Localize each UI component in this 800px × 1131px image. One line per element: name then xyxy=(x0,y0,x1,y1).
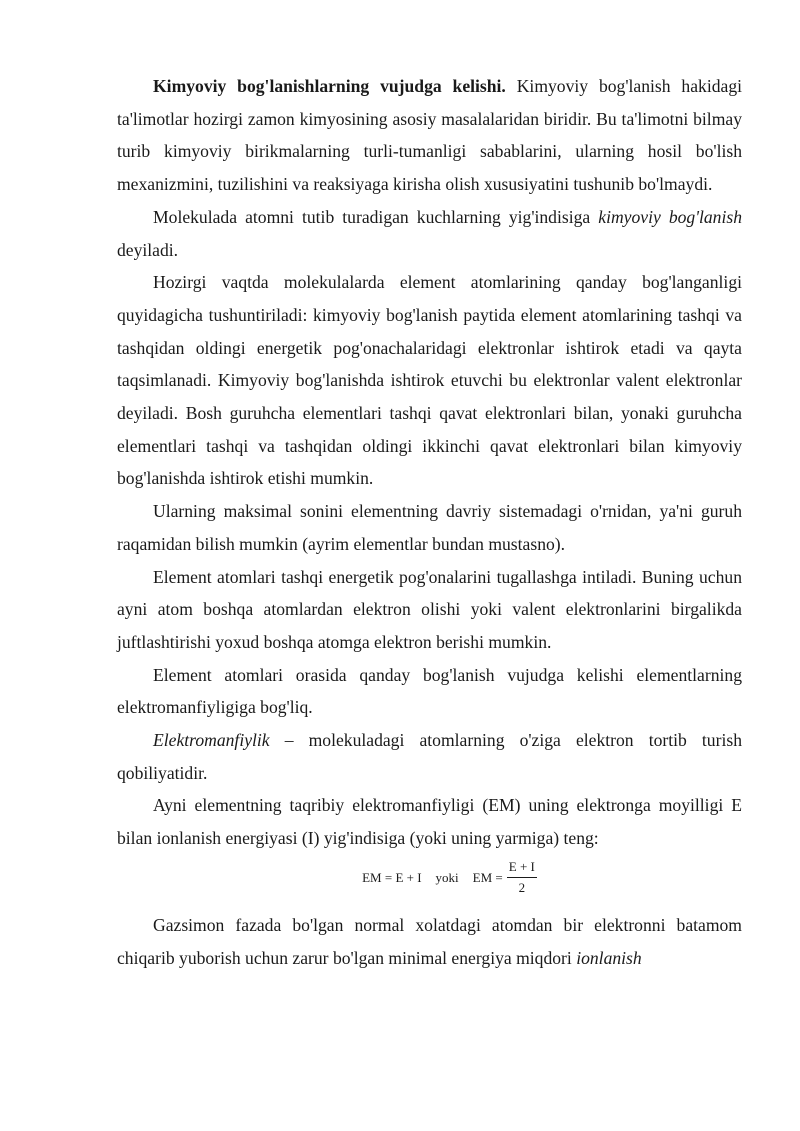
paragraph-intro xyxy=(117,70,742,201)
paragraph-text: Element atomlari tashqi energetik pog'onalarini tugallashga intiladi. Buning uchun ayni atom boshqa atomlardan elektron olishi yoki valent elektronlarini birgalikda juftlashtirishi yoxud boshqa atomga elektron berishi mumkin. xyxy=(117,566,742,652)
paragraph-maximum xyxy=(117,495,742,560)
term-ionization: ionlanish xyxy=(576,947,642,968)
em-formula xyxy=(117,855,742,901)
paragraph-text: – molekuladagi atomlarning o'ziga elektron tortib turish qobiliyatidir. xyxy=(117,730,742,783)
paragraph-electronegativity-definition xyxy=(117,724,742,789)
paragraph-text: Ularning maksimal sonini elementning davriy sistemadagi o'rnidan, ya'ni guruh raqamidan bilish mumkin (ayrim elementlar bundan mustasno). xyxy=(117,501,742,554)
paragraph-text: deyiladi. xyxy=(117,239,179,260)
term-chemical-bond: kimyoviy bog'lanish xyxy=(598,206,742,227)
paragraph-electronegativity-dependence xyxy=(117,659,742,724)
formula-sum: EM = E + I xyxy=(362,869,422,885)
formula-half-lhs: EM = xyxy=(472,869,503,885)
fraction-denominator: 2 xyxy=(518,880,526,896)
paragraph-text: Kimyoviy bog'lanish hakidagi ta'limotlar hozirgi zamon kimyosining asosiy masalalaridan biridir. Bu ta'limotni bilmay turib kimyoviy birikmalarning turli-tumanligi sabablarini, ularning hosil bo'lish mexanizmini, tuzilishini va reaksiyaga kirisha olish xususiyatini tushunib bo'lmaydi. xyxy=(117,76,742,195)
fraction-numerator: E + I xyxy=(507,859,537,878)
paragraph-text: Element atomlari orasida qanday bog'lanish vujudga kelishi elementlarning elektromanfiyligiga bog'liq. xyxy=(117,664,742,718)
paragraph-text: Hozirgi vaqtda molekulalarda element atomlarining qanday bog'langanligi quyidagicha tushuntiriladi: kimyoviy bog'lanish paytida element atomlarining tashqi va tashqidan oldingi energetik pog'onachalaridagi elektronlar ishtirok etadi va qayta taqsimlanadi. Kimyoviy bog'lanishda ishtirok etuvchi bu elektronlar valent elektronlar deyiladi. Bosh guruhcha elementlari tashqi qavat elektronlari bilan, yonaki guruhcha elementlari tashqi va tashqidan oldingi ikkinchi qavat elektronlari bilan kimyoviy bog'lanishda ishtirok etishi mumkin. xyxy=(117,272,742,489)
paragraph-definition xyxy=(117,201,742,266)
paragraph-completion xyxy=(117,561,742,659)
paragraph-em-formula-intro xyxy=(117,789,742,854)
paragraph-ionization xyxy=(117,909,742,974)
paragraph-text: Ayni elementning taqribiy elektromanfiyligi (EM) uning elektronga moyilligi E bilan ionlanish energiyasi (I) yig'indisiga (yoki uning yarmiga) teng: xyxy=(117,795,742,849)
paragraph-text: Gazsimon fazada bo'lgan normal xolatdagi atomdan bir elektronni batamom chiqarib yuborish uchun zarur bo'lgan minimal energiya miqdori xyxy=(117,914,742,968)
formula-fraction xyxy=(507,859,537,896)
paragraph-text: Molekulada atomni tutib turadigan kuchlarning yig'indisiga xyxy=(153,206,599,227)
section-heading: Kimyoviy bog'lanishlarning vujudga kelishi. xyxy=(153,76,506,96)
paragraph-valence xyxy=(117,266,742,495)
term-electronegativity: Elektromanfiylik xyxy=(153,730,270,751)
formula-or-word: yoki xyxy=(435,869,459,885)
